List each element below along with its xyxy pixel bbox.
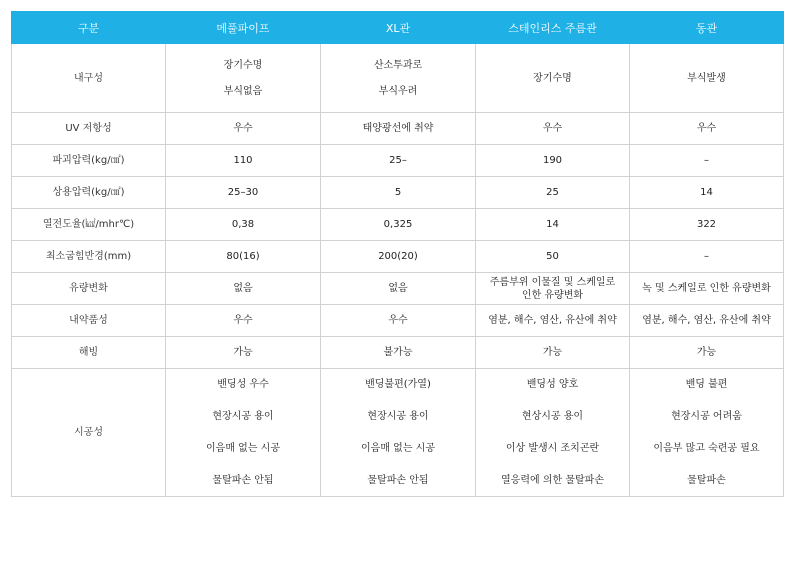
cell-line: 인한 유량변화 xyxy=(521,289,584,301)
table-cell: 5 xyxy=(321,177,476,209)
cell-line: 물탈파손 xyxy=(687,475,726,486)
header-stainless-corrugated-pipe: 스테인리스 주름관 xyxy=(476,12,630,44)
header-category: 구분 xyxy=(12,12,166,44)
row-label xyxy=(12,241,166,273)
row-constructability xyxy=(12,369,784,497)
table-cell: 녹 및 스케일로 인한 유량변화 xyxy=(630,273,784,305)
table-cell xyxy=(476,44,630,113)
row-label-text: UV 저항성 xyxy=(65,123,112,134)
row-label-text: 최소굽힘반경(mm) xyxy=(45,251,132,262)
table-cell xyxy=(166,369,321,497)
table-cell: 0,325 xyxy=(321,209,476,241)
header-xl-pipe: XL관 xyxy=(321,12,476,44)
header-maple-pipe: 메풀파이프 xyxy=(166,12,321,44)
table-cell: 200(20) xyxy=(321,241,476,273)
cell-line: 이상 발생시 조치곤란 xyxy=(505,443,600,454)
cell-line: 현장시공 용이 xyxy=(212,411,274,422)
table-cell: 가능 xyxy=(476,337,630,369)
row-uv-resistance xyxy=(12,113,784,145)
cell-line: 부식우려 xyxy=(378,85,418,97)
table-cell: 없음 xyxy=(321,273,476,305)
row-label-text: 해빙 xyxy=(78,347,99,358)
table-cell: 가능 xyxy=(166,337,321,369)
table-cell: 25–30 xyxy=(166,177,321,209)
cell-line: 주름부위 이물질 및 스케일로 xyxy=(489,276,616,288)
table-cell: 190 xyxy=(476,145,630,177)
table-cell: 가능 xyxy=(630,337,784,369)
pipe-comparison-table xyxy=(11,11,784,497)
table-cell: 우수 xyxy=(166,305,321,337)
cell-line: 이음매 없는 시공 xyxy=(206,443,280,454)
table-cell: 우수 xyxy=(630,113,784,145)
table-cell: 25– xyxy=(321,145,476,177)
table-cell: 0,38 xyxy=(166,209,321,241)
row-label xyxy=(12,44,166,113)
table-cell xyxy=(321,369,476,497)
table-cell xyxy=(321,44,476,113)
row-label xyxy=(12,145,166,177)
table-cell: 없음 xyxy=(166,273,321,305)
row-label xyxy=(12,209,166,241)
row-label-text: 파괴압력(kg/㎠) xyxy=(52,155,125,166)
table-cell xyxy=(630,44,784,113)
comparison-table-wrapper xyxy=(11,11,783,497)
table-cell: 염분, 해수, 염산, 유산에 취약 xyxy=(476,305,630,337)
cell-line: 장기수명 xyxy=(223,59,263,71)
cell-line: 산소투과로 xyxy=(373,59,423,71)
header-row xyxy=(12,12,784,44)
table-cell: 25 xyxy=(476,177,630,209)
row-label xyxy=(12,113,166,145)
cell-line: 밴딩불편(가열) xyxy=(365,379,431,390)
row-label-text: 열전도율(㎉/mhr℃) xyxy=(42,219,135,230)
cell-line: 밴딩 불편 xyxy=(685,379,728,390)
table-cell: – xyxy=(630,241,784,273)
table-cell: – xyxy=(630,145,784,177)
table-cell: 우수 xyxy=(476,113,630,145)
row-label-text: 시공성 xyxy=(74,427,103,438)
table-cell xyxy=(476,273,630,305)
row-label xyxy=(12,273,166,305)
table-cell: 태양광선에 취약 xyxy=(321,113,476,145)
row-thermal-conductivity xyxy=(12,209,784,241)
row-min-bend-radius xyxy=(12,241,784,273)
table-cell: 불가능 xyxy=(321,337,476,369)
row-label xyxy=(12,305,166,337)
header-copper-pipe: 동관 xyxy=(630,12,784,44)
table-cell: 염분, 해수, 염산, 유산에 취약 xyxy=(630,305,784,337)
row-flow-change xyxy=(12,273,784,305)
table-cell: 110 xyxy=(166,145,321,177)
cell-line: 장기수명 xyxy=(533,72,572,84)
table-cell: 우수 xyxy=(166,113,321,145)
row-working-pressure xyxy=(12,177,784,209)
cell-line: 밴딩성 양호 xyxy=(526,379,579,390)
row-burst-pressure xyxy=(12,145,784,177)
row-label-text: 유량변화 xyxy=(69,283,108,294)
row-label-text: 상용압력(kg/㎠) xyxy=(52,187,125,198)
cell-line: 이음매 없는 시공 xyxy=(361,443,435,454)
row-label xyxy=(12,369,166,497)
cell-line: 물탈파손 안됨 xyxy=(367,475,429,486)
table-cell xyxy=(630,369,784,497)
table-cell: 80(16) xyxy=(166,241,321,273)
table-cell: 322 xyxy=(630,209,784,241)
cell-line: 이음부 많고 숙련공 필요 xyxy=(653,443,760,454)
table-cell: 14 xyxy=(476,209,630,241)
cell-line: 부식발생 xyxy=(687,72,726,84)
table-cell: 50 xyxy=(476,241,630,273)
row-thawing xyxy=(12,337,784,369)
cell-line: 현장시공 어려움 xyxy=(671,411,742,422)
row-label xyxy=(12,177,166,209)
cell-line: 현장시공 용이 xyxy=(367,411,429,422)
cell-line: 현상시공 용이 xyxy=(521,411,584,422)
row-label xyxy=(12,337,166,369)
table-cell xyxy=(476,369,630,497)
table-cell: 14 xyxy=(630,177,784,209)
row-label-text: 내구성 xyxy=(74,72,103,84)
table-cell: 우수 xyxy=(321,305,476,337)
row-chemical-resistance xyxy=(12,305,784,337)
cell-line: 밴딩성 우수 xyxy=(217,379,269,390)
row-durability xyxy=(12,44,784,113)
cell-line: 물탈파손 안됨 xyxy=(212,475,274,486)
cell-line: 부식없음 xyxy=(223,85,263,97)
row-label-text: 내약품성 xyxy=(69,315,108,326)
cell-line: 열응력에 의한 물탈파손 xyxy=(501,475,604,486)
table-cell xyxy=(166,44,321,113)
